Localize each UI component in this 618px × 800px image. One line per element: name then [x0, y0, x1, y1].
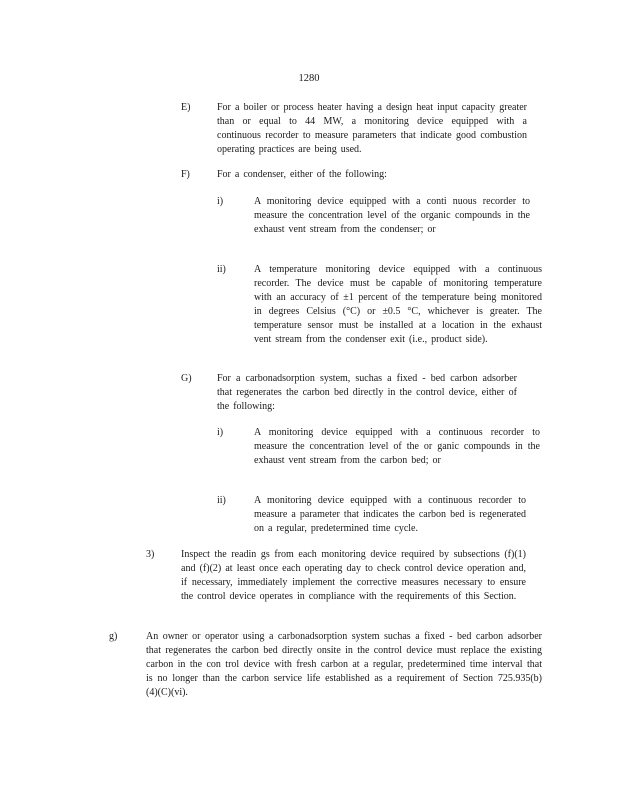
label-g-lower: g): [109, 631, 118, 642]
text-g-i: A monitoring device equipped with a continuous recorder to measure the concentration level of the or ganic compounds in the exhaust vent stream from the carbon bed; or: [254, 427, 540, 466]
text-f-i: A monitoring device equipped with a conti nuous recorder to measure the concentration level of the organic compounds in the exhaust vent stream from the condenser; or: [254, 196, 530, 235]
page-number: 1280: [298, 73, 320, 84]
label-g-i: i): [217, 427, 224, 438]
label-f-i: i): [217, 196, 224, 207]
label-f: F): [181, 169, 190, 180]
label-g-ii: ii): [217, 495, 226, 506]
label-f-ii: ii): [217, 264, 226, 275]
label-g-upper: G): [181, 373, 192, 384]
text-f-ii: A temperature monitoring device equipped with a continuous recorder. The device must be capable of monitoring temperature with an accuracy of ±1 percent of the temperature being monitored in degrees Celsius (°C) or ±0.5 °C, whichever is greater. The temperature sensor must be installed at a location in the exhaust vent stream from the condenser exit (i.e., product side).: [254, 264, 542, 345]
label-e: E): [181, 102, 191, 113]
text-e: For a boiler or process heater having a design heat input capacity greater than or equal to 44 MW, a monitoring device equipped with a continuous recorder to measure parameters that indicate good combustion operating practices are being used.: [217, 102, 527, 155]
text-g-ii: A monitoring device equipped with a continuous recorder to measure a parameter that indicates the carbon bed is regenerated on a regular, predetermined time cycle.: [254, 495, 526, 534]
label-3: 3): [146, 549, 155, 560]
text-g-upper: For a carbonadsorption system, suchas a fixed - bed carbon adsorber that regenerates the carbon bed directly in the control device, either of the following:: [217, 373, 517, 412]
text-3: Inspect the readin gs from each monitoring device required by subsections (f)(1) and (f)(2) at least once each operating day to check control device operation and, if necessary, immediately implement the corrective measures necessary to ensure the control device operates in compliance with the requirements of this Section.: [181, 549, 526, 602]
text-f: For a condenser, either of the following:: [217, 169, 387, 180]
text-g-lower: An owner or operator using a carbonadsorption system suchas a fixed - bed carbon adsorber that regenerates the carbon bed directly onsite in the control device must replace the existing carbon in the con trol device with fresh carbon at a regular, predetermined time interval that is no longer than the carbon service life established as a requirement of Section 725.935(b)(4)(C)(vi).: [146, 631, 542, 698]
